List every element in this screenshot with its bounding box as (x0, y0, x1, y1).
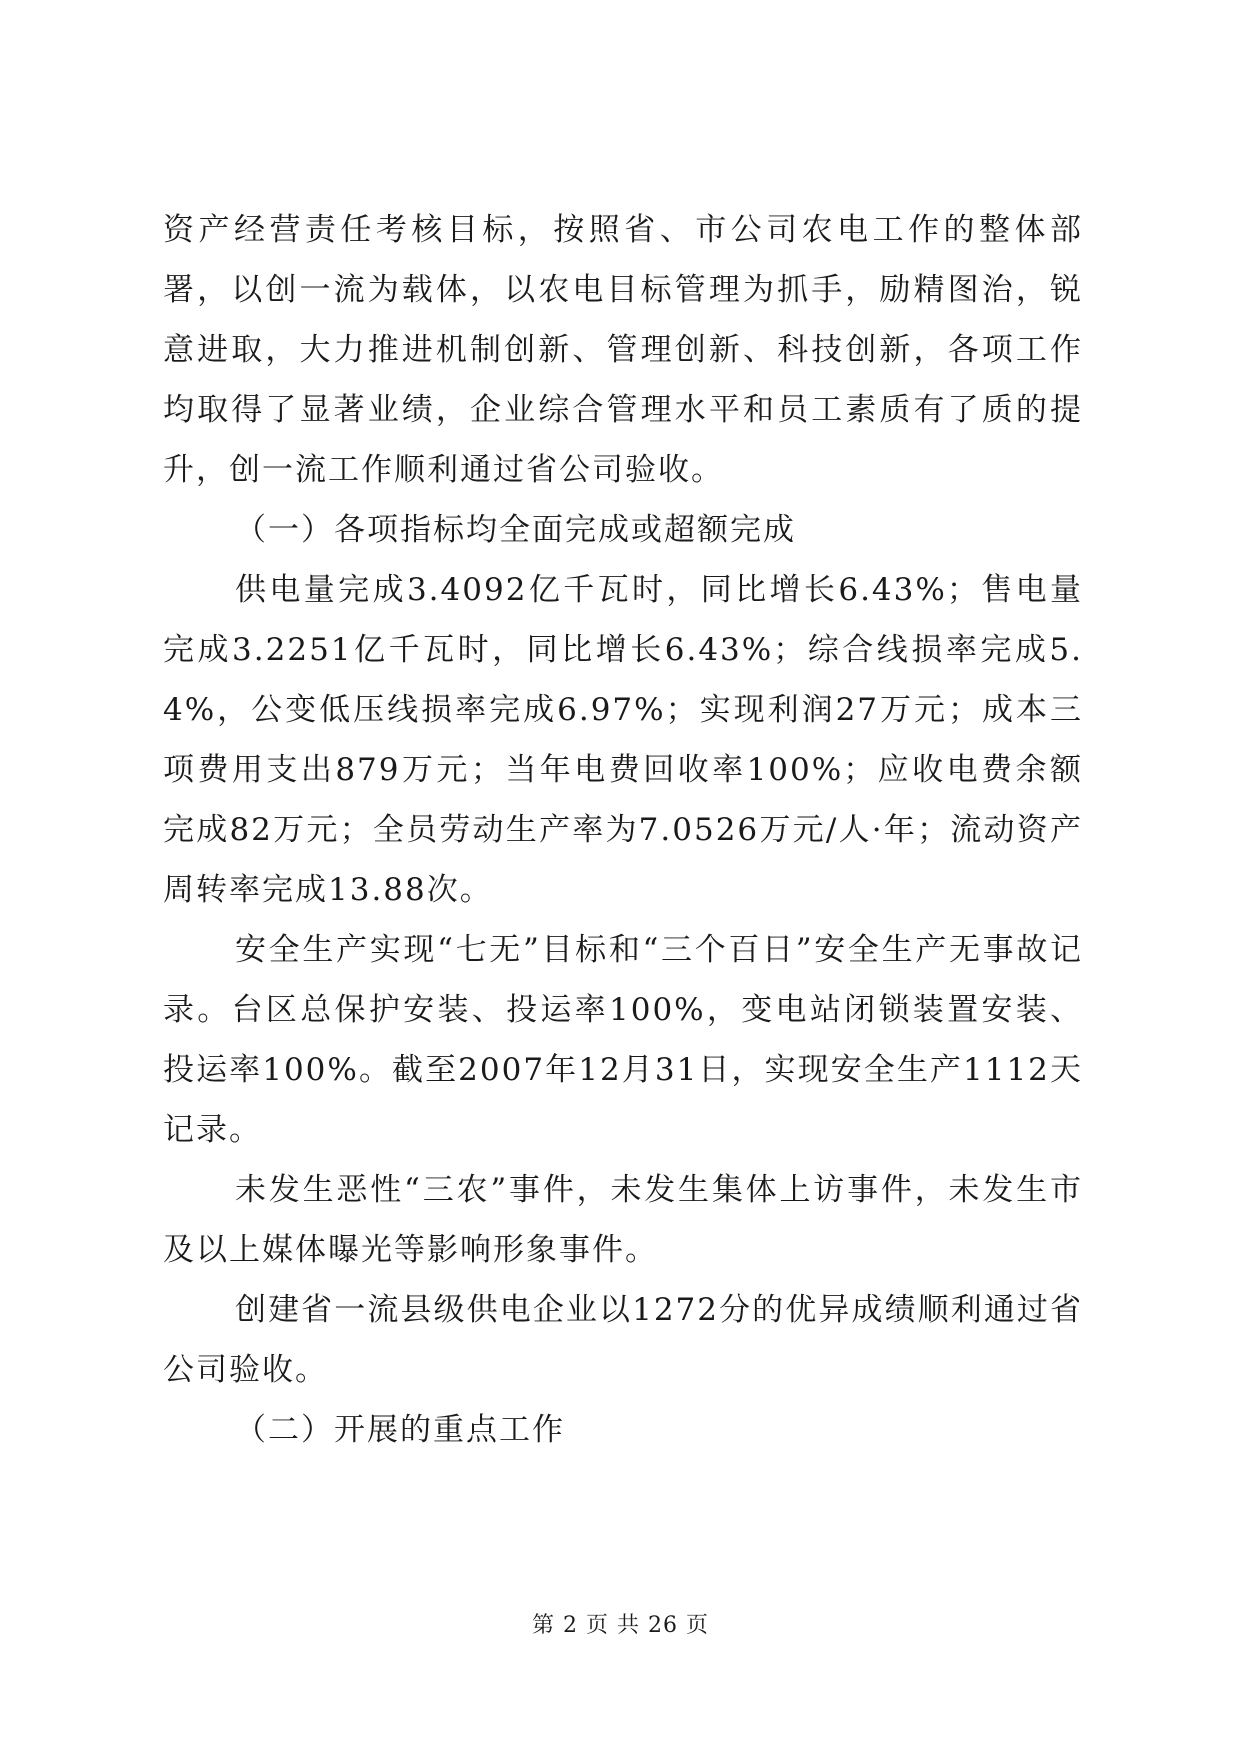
paragraph-safety: 安全生产实现“七无”目标和“三个百日”安全生产无事故记录。台区总保护安装、投运率100%，变电站闭锁装置安装、投运率100%。截至2007年12月31日，实现安全生产1112天记录。 (163, 932, 1083, 1148)
document-body (163, 200, 1083, 1460)
paragraph-intro: 资产经营责任考核目标，按照省、市公司农电工作的整体部署，以创一流为载体，以农电目标管理为抓手，励精图治，锐意进取，大力推进机制创新、管理创新、科技创新，各项工作均取得了显著业绩，企业综合管理水平和员工素质有了质的提升，创一流工作顺利通过省公司验收。 (163, 212, 1083, 488)
paragraph-acceptance: 创建省一流县级供电企业以1272分的优异成绩顺利通过省公司验收。 (163, 1292, 1083, 1388)
page-number-footer: 第 2 页 共 26 页 (532, 1613, 709, 1638)
paragraph-indicators: 供电量完成3.4092亿千瓦时，同比增长6.43%；售电量完成3.2251亿千瓦时，同比增长6.43%；综合线损率完成5.4%，公变低压线损率完成6.97%；实现利润27万元；成本三项费用支出879万元；当年电费回收率100%；应收电费余额完成82万元；全员劳动生产率为7.0526万元/人·年；流动资产周转率完成13.88次。 (163, 572, 1083, 908)
section-heading-1: （一）各项指标均全面完成或超额完成 (235, 512, 796, 548)
paragraph-incidents: 未发生恶性“三农”事件，未发生集体上访事件，未发生市及以上媒体曝光等影响形象事件。 (163, 1172, 1083, 1268)
section-heading-2: （二）开展的重点工作 (235, 1412, 565, 1448)
